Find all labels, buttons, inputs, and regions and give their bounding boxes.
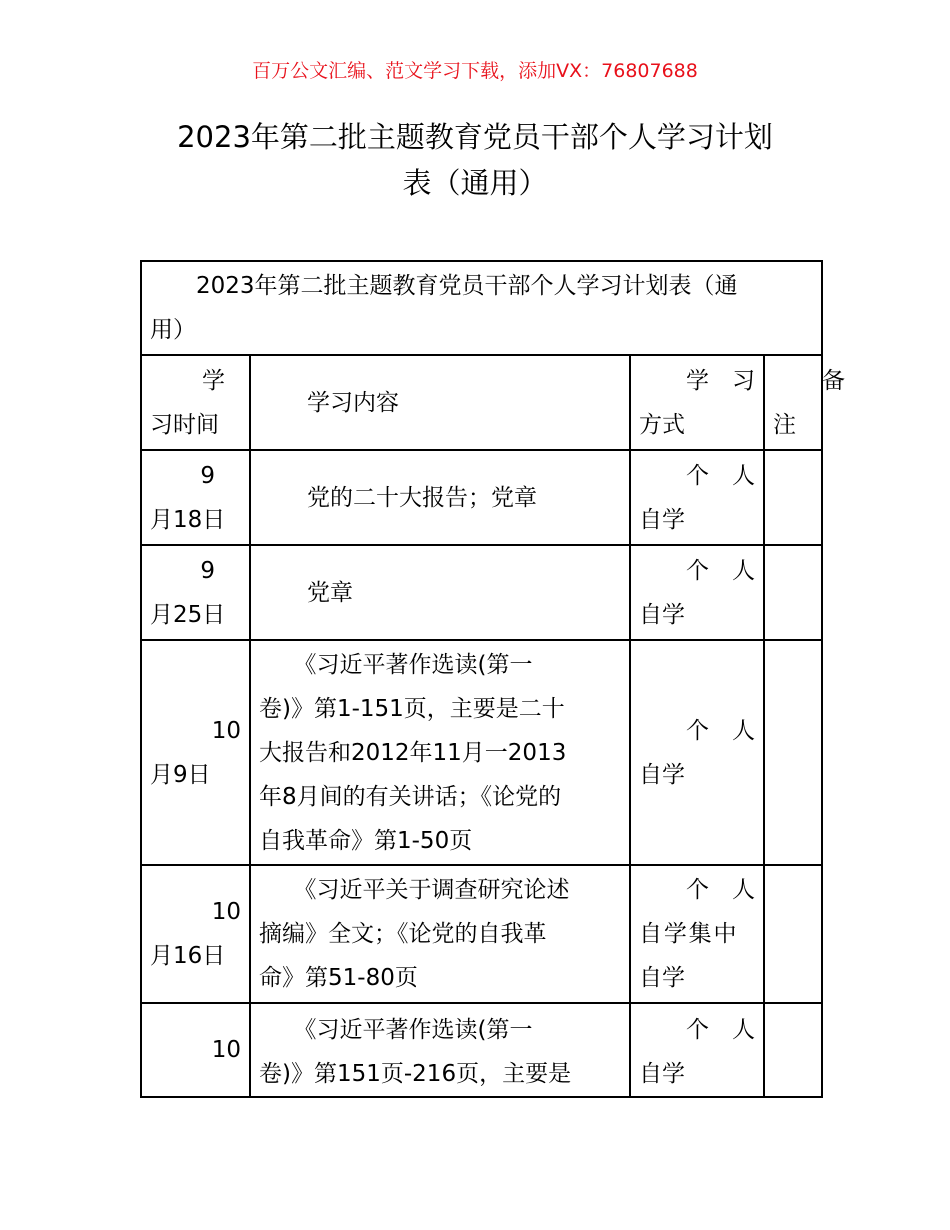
cell-line: 月25日 xyxy=(150,601,226,628)
study-plan-table xyxy=(140,260,845,1098)
cell-line: 党的二十大报告；党章 xyxy=(307,484,537,511)
cell-method xyxy=(630,1003,764,1097)
table-row xyxy=(141,865,822,1003)
cell-line: 10 xyxy=(211,717,241,744)
cell-method xyxy=(630,545,764,640)
header-line: 学 xyxy=(202,367,225,394)
cell-line: 自学 xyxy=(639,1061,685,1087)
cell-line: 大报告和2012年11月一2013 xyxy=(259,739,567,766)
cell-line: 个 人 xyxy=(686,557,755,584)
table-row xyxy=(141,545,822,640)
header-line: 注 xyxy=(773,411,796,438)
cell-line: 自学 xyxy=(639,601,685,628)
table-caption-row xyxy=(141,261,822,355)
cell-line: 个 人 xyxy=(686,462,755,489)
header-line: 备 xyxy=(799,367,845,394)
header-method xyxy=(630,355,764,450)
header-line: 方式 xyxy=(639,411,685,438)
table-row xyxy=(141,1003,822,1097)
title-line: 2023年第二批主题教育党员干部个人学习计划 xyxy=(177,120,773,154)
cell-content xyxy=(250,640,630,865)
cell-line: 党章 xyxy=(307,579,353,606)
header-line: 学 习 xyxy=(686,367,755,394)
cell-line: 自学集中 xyxy=(639,921,739,947)
cell-line: 9 xyxy=(200,557,215,584)
cell-method xyxy=(630,450,764,545)
cell-method xyxy=(630,865,764,1003)
cell-note xyxy=(764,640,822,865)
cell-line: 10 xyxy=(211,1037,241,1063)
cell-content xyxy=(250,545,630,640)
cell-note xyxy=(764,865,822,1003)
cell-content xyxy=(250,1003,630,1097)
cell-line: 自学 xyxy=(639,506,685,533)
cell-line: 月18日 xyxy=(150,506,226,533)
caption-line: 2023年第二批主题教育党员干部个人学习计划表（通 xyxy=(150,273,738,299)
table-row xyxy=(141,640,822,865)
cell-note xyxy=(764,545,822,640)
cell-line: 命》第51-80页 xyxy=(259,965,418,991)
document-title xyxy=(100,114,850,206)
cell-line: 自我革命》第1-50页 xyxy=(259,827,473,854)
cell-time xyxy=(141,865,250,1003)
table-header-row xyxy=(141,355,822,450)
cell-line: 《习近平著作选读(第一 xyxy=(259,651,533,678)
cell-line: 9 xyxy=(200,462,215,489)
cell-line: 卷)》第1-151页，主要是二十 xyxy=(259,695,565,722)
header-time xyxy=(141,355,250,450)
cell-line: 年8月间的有关讲话；《论党的 xyxy=(259,783,562,810)
cell-time xyxy=(141,450,250,545)
watermark-text: 百万公文汇编、范文学习下载，添加VX：76807688 xyxy=(252,60,698,82)
cell-line: 个 人 xyxy=(686,717,755,744)
cell-content xyxy=(250,450,630,545)
header-line: 学习内容 xyxy=(307,389,399,416)
cell-note xyxy=(764,450,822,545)
cell-line: 《习近平关于调查研究论述 xyxy=(259,877,570,903)
header-note xyxy=(764,355,845,450)
cell-line: 卷)》第151页-216页，主要是 xyxy=(259,1061,572,1087)
title-line: 表（通用） xyxy=(402,166,548,200)
cell-time xyxy=(141,640,250,865)
cell-line: 10 xyxy=(211,899,241,925)
cell-method xyxy=(630,640,764,865)
cell-line: 《习近平著作选读(第一 xyxy=(259,1017,533,1043)
cell-line: 月9日 xyxy=(150,761,211,788)
table-row xyxy=(141,450,822,545)
table-caption xyxy=(141,261,822,355)
cell-content xyxy=(250,865,630,1003)
cell-line: 自学 xyxy=(639,761,685,788)
cell-line: 月16日 xyxy=(150,943,226,969)
caption-line: 用） xyxy=(150,317,196,343)
cell-line: 个 人 xyxy=(686,877,755,903)
cell-line: 摘编》全文；《论党的自我革 xyxy=(259,921,547,947)
header-line: 习时间 xyxy=(150,411,219,438)
cell-line: 自学 xyxy=(639,965,685,991)
cell-note xyxy=(764,1003,822,1097)
cell-time xyxy=(141,545,250,640)
cell-time xyxy=(141,1003,250,1097)
cell-line: 个 人 xyxy=(686,1017,755,1043)
header-content xyxy=(250,355,630,450)
